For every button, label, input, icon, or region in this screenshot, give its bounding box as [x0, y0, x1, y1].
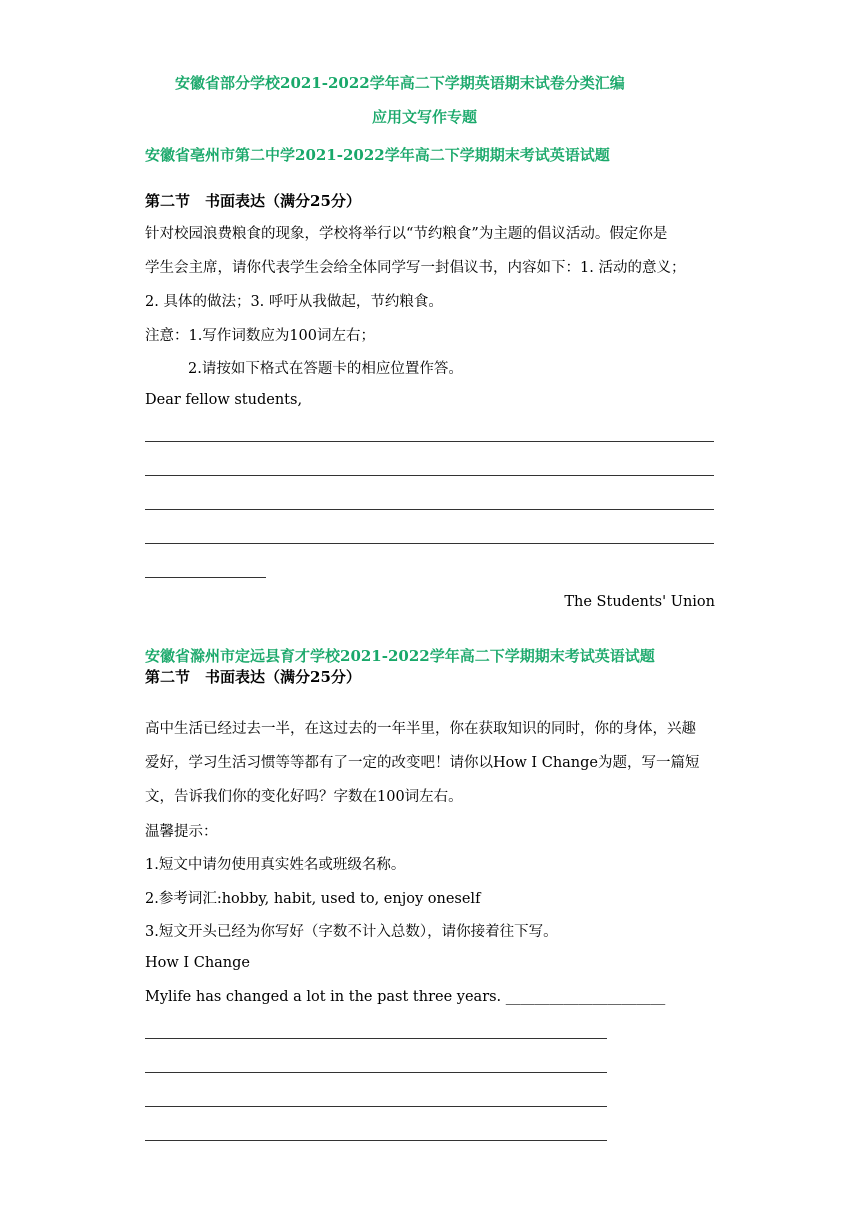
section1-signature: The Students' Union: [564, 594, 715, 610]
answer-line: [145, 543, 714, 544]
section2-prompt-line: 高中生活已经过去一半，在这过去的一年半里，你在获取知识的同时，你的身体，兴趣: [145, 721, 696, 737]
section1-note: 注意：1.写作词数应为100词左右；: [145, 328, 376, 344]
section1-part-heading: 第二节 书面表达（满分25分）: [145, 192, 361, 210]
answer-line: [145, 441, 714, 442]
document-subtitle: 应用文写作专题: [372, 108, 478, 126]
answer-line: [145, 1072, 607, 1073]
section2-tip: 2.参考词汇:hobby, habit, used to, enjoy oneself: [145, 891, 481, 907]
section2-part-heading: 第二节 书面表达（满分25分）: [145, 668, 361, 686]
section2-prompt-line: 文，告诉我们你的变化好吗？字数在100词左右。: [145, 789, 463, 805]
section2-tip: 3.短文开头已经为你写好（字数不计入总数），请你接着往下写。: [145, 924, 558, 940]
answer-line: [145, 475, 714, 476]
section1-note: 2.请按如下格式在答题卡的相应位置作答。: [188, 361, 463, 377]
section2-tips-title: 温馨提示：: [145, 824, 218, 840]
section2-school-title: 安徽省滁州市定远县育才学校2021-2022学年高二下学期期末考试英语试题: [145, 647, 655, 665]
section2-prompt-line: 爱好，学习生活习惯等等都有了一定的改变吧！请你以How I Change为题，写一篇短: [145, 755, 700, 771]
section1-prompt-line: 2. 具体的做法；3. 呼吁从我做起，节约粮食。: [145, 294, 443, 310]
section1-prompt-line: 针对校园浪费粮食的现象，学校将举行以“节约粮食”为主题的倡议活动。假定你是: [145, 226, 668, 242]
answer-line: [145, 1106, 607, 1107]
answer-line: [145, 1038, 607, 1039]
section1-school-title: 安徽省亳州市第二中学2021-2022学年高二下学期期末考试英语试题: [145, 146, 610, 164]
section1-prompt-line: 学生会主席，请你代表学生会给全体同学写一封倡议书，内容如下：1. 活动的意义；: [145, 260, 686, 276]
answer-line: [145, 509, 714, 510]
section1-greeting: Dear fellow students,: [145, 392, 303, 408]
section2-opening-sentence: Mylife has changed a lot in the past three years. ______________________: [145, 989, 666, 1005]
section2-essay-title: How I Change: [145, 955, 251, 971]
answer-line: [145, 577, 266, 578]
section2-tip: 1.短文中请勿使用真实姓名或班级名称。: [145, 857, 406, 873]
answer-line: [145, 1140, 607, 1141]
document-title: 安徽省部分学校2021-2022学年高二下学期英语期末试卷分类汇编: [175, 74, 625, 92]
